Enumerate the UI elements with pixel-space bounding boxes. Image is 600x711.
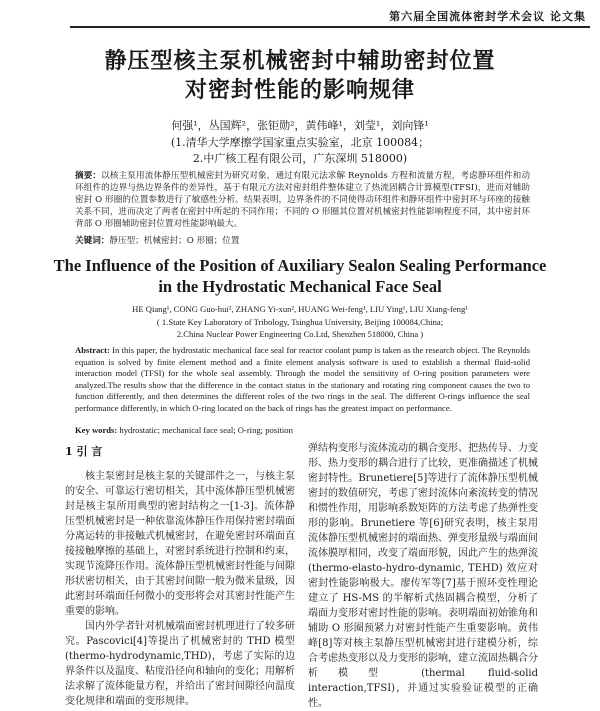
english-title-line-1: The Influence of the Position of Auxiliary Sealon Sealing Performance — [53, 256, 547, 275]
chinese-keywords — [75, 234, 530, 246]
english-authors: HE Qiang¹, CONG Guo-hui², ZHANG Yi-xun², HUANG Wei-feng¹, LIU Ying¹, LIU Xiang-feng¹ — [132, 304, 468, 314]
body-paragraph: 弹结构变形与流体流动的耦合变形、把热传导、力变形、热力变形的耦合进行了比较，更准确描述了机械密封特性。Brunetiere[5]等进行了流体静压型机械密封的数值研究，考虑了密封流体向紊流转变的情况和惯性作用，用影响系数矩阵的方法考虑了热弹性变形的影响。Brunetiere 等[6]研究表明，核主泵用流体静压型机械密封的端面热、弹变形量级与端面间流体膜厚相同，改变了端面形貌，因此产生的热弹流(thermo-elasto-hydro-dynamic, TEHD) 效应对密封性能影响极大。廖传军等[7]基于照环变性理论建立了 HS-MS 的半解析式热固耦合模型，分析了端面力变形对密封性能的影响。表明端面初始锥角和辅助 O 形圈预紧力对密封性能产生重要影响。黄伟峰[8]等对核主泵静压型机械密封进行建模分析，综合考虑热变形以及力变形的影响，建立流固热耦合分析模型 (thermal fluid-solid interaction,TFSI)，并通过实验验证模型的正确性。 — [308, 443, 538, 709]
section-heading-introduction: 1 引 言 — [65, 445, 103, 458]
english-keywords-text: hydrostatic; mechanical face seal; O-ring; position — [119, 425, 293, 435]
english-abstract-text: In this paper, the hydrostatic mechanical face seal for reactor coolant pump is taken as the research object. The Reynolds equation is solved by finite element method and a finite element analysis software is used to establish a thermal fluid-solid interaction model (TFSI) for the whole seal assembly. Through the model the sensitivity of O-ring position parameters were analyzed.The results show that the difference in the contact status in the stationary and rotating ring component causes the two to function differently, and then determines the different roles of the two rings in the seal. The different O-rings influence the seal performance differently, in which O-ring located on the back of rings has the greatest impact on performance. — [75, 345, 530, 413]
chinese-affiliation-1: (1.清华大学摩擦学国家重点实验室，北京 100084； — [170, 136, 430, 149]
conference-header: 第六届全国流体密封学术会议 论文集 — [389, 10, 586, 23]
english-keywords — [75, 425, 530, 435]
body-paragraph: 国内外学者针对机械端面密封机理进行了较多研究。Pascovici[4]等提出了机械密封的 THD 模型(thermo-hydrodynamic,THD)，考虑了实际的边界条件以及温度、粘度沿径向和轴向的变化；用解析法求解了流体能量方程，并给出了密封间隙径向温度变化规律和端面的变形规律。 — [65, 621, 295, 707]
header-rule — [70, 26, 590, 28]
english-keywords-label: Key words: — [75, 425, 118, 435]
chinese-keywords-text: 静压型；机械密封；O 形圈；位置 — [109, 236, 240, 246]
chinese-title-line-2: 对密封性能的影响规律 — [184, 77, 415, 103]
body-paragraph: 核主泵密封是核主泵的关键部件之一，与核主泵的安全、可靠运行密切相关，其中流体静压型机械密封是核主泵所用典型的密封结构之一[1-3]。流体静压型机械密封是一种依靠流体静压作用保持密封端面分离运转的非接触式机械密封，在避免密封环端面直接接触摩擦的基础上，对密封系统进行控制和约束，实现节流降压作用。流体静压型机械密封性能与间隙形状密切相关，由于其密封间隙一般为微米量级，因此密封环端面任何微小的变形将会对其密封性能产生重要的影响。 — [65, 471, 295, 617]
running-header — [0, 2, 600, 30]
chinese-abstract-label: 摘要： — [75, 171, 102, 181]
english-affiliation-1: ( 1.State Key Laboratory of Tribology, Tsinghua University, Beijing 100084,China; — [156, 317, 444, 327]
body-left-column — [65, 440, 295, 709]
chinese-abstract-text: 以核主泵用流体静压型机械密封为研究对象，通过有限元法求解 Reynolds 方程和流量方程，考虑静环组件和动环组件的边界与热边界条件的差异性，基于有限元方法对密封组件整体建立了热流固耦合计算模型(TFSI)，进而对辅助密封 O 形圈的位置参数进行了敏感性分析。结果表明，边界条件的不同使得动环组件和静环组件中密封环与环座的接触关系不同，进而决定了两者在密封中所起的不同作用；不同的 O 形圈其位置对机械密封性能影响程度不同，其中密封环背部 O 形圈辅助密封位置对性能影响最大。 — [75, 171, 530, 229]
chinese-title-line-1: 静压型核主泵机械密封中辅助密封位置 — [104, 48, 496, 74]
english-affiliation-2: 2.China Nuclear Power Engineering Co.Ltd, Shenzhen 518000, China ) — [176, 329, 424, 339]
english-abstract — [75, 345, 530, 415]
chinese-affiliation-2: 2.中广核工程有限公司，广东深圳 518000) — [192, 152, 408, 165]
body-right-column — [308, 441, 538, 711]
chinese-keywords-label: 关键词： — [75, 236, 110, 246]
english-title-line-2: in the Hydrostatic Mechanical Face Seal — [158, 277, 442, 296]
english-abstract-label: Abstract: — [75, 345, 110, 355]
chinese-abstract — [75, 170, 530, 230]
chinese-authors: 何强¹，丛国辉²，张钜勋²，黄伟峰¹，刘莹¹，刘向锋¹ — [171, 119, 429, 132]
